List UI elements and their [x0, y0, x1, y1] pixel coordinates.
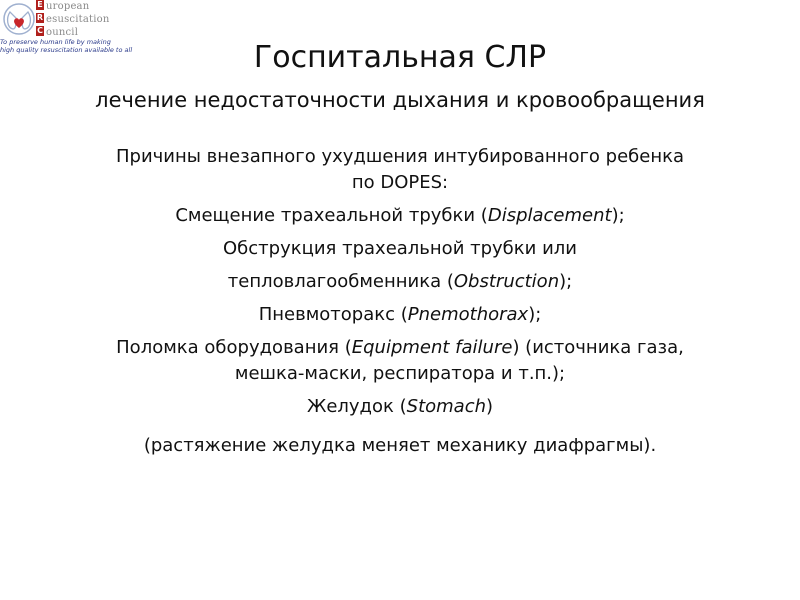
item-term: Pnemothorax [407, 304, 529, 325]
logo-letter: E [37, 0, 43, 9]
item-stomach-note: (растяжение желудка меняет механику диафрагмы). [143, 435, 657, 456]
logo-word: uropean [46, 1, 90, 12]
item-text: Пневмоторакс ( [258, 304, 408, 325]
logo-words [46, 0, 109, 39]
intro-paragraph [40, 144, 760, 196]
item-term: Equipment failure [351, 337, 513, 358]
item-text: тепловлагообменника ( [227, 271, 454, 292]
item-text: ); [528, 304, 542, 325]
heart-lungs-icon [2, 2, 36, 36]
item-term: Obstruction [453, 271, 560, 292]
logo-letter: R [36, 13, 44, 22]
item-obstruction-line2 [40, 269, 760, 295]
item-text: ); [559, 271, 573, 292]
logo-letter: C [37, 26, 43, 35]
item-term: Displacement [487, 205, 612, 226]
logo-letters [36, 0, 44, 40]
item-text: ) (источника газа, [512, 337, 684, 358]
item-text: Желудок ( [306, 396, 407, 417]
item-equipment [40, 335, 760, 387]
item-stomach [40, 394, 760, 420]
item-term: Stomach [406, 396, 487, 417]
item-pneumothorax [40, 302, 760, 328]
slide-subtitle: лечение недостаточности дыхания и кровообращения [95, 88, 705, 112]
item-text: ); [611, 205, 625, 226]
intro-line: по DOPES: [351, 172, 449, 193]
item-obstruction-line1 [40, 236, 760, 262]
slide-title: Госпитальная СЛР [253, 40, 547, 75]
logo-tagline-line: To preserve human life by making [0, 38, 111, 46]
item-text: мешка-маски, респиратора и т.п.); [234, 363, 566, 384]
item-displacement [40, 203, 760, 229]
intro-line: Причины внезапного ухудшения интубированного ребенка [115, 146, 685, 167]
logo-tagline-line: high quality resuscitation available to all [0, 45, 133, 54]
logo-word: esuscitation [46, 14, 110, 25]
item-text: Обструкция трахеальной трубки или [223, 238, 577, 259]
slide-body [40, 144, 760, 466]
logo-word: ouncil [46, 27, 79, 38]
item-text: Поломка оборудования ( [116, 337, 352, 358]
item-text: Смещение трахеальной трубки ( [175, 205, 488, 226]
item-text: ) [486, 396, 494, 417]
